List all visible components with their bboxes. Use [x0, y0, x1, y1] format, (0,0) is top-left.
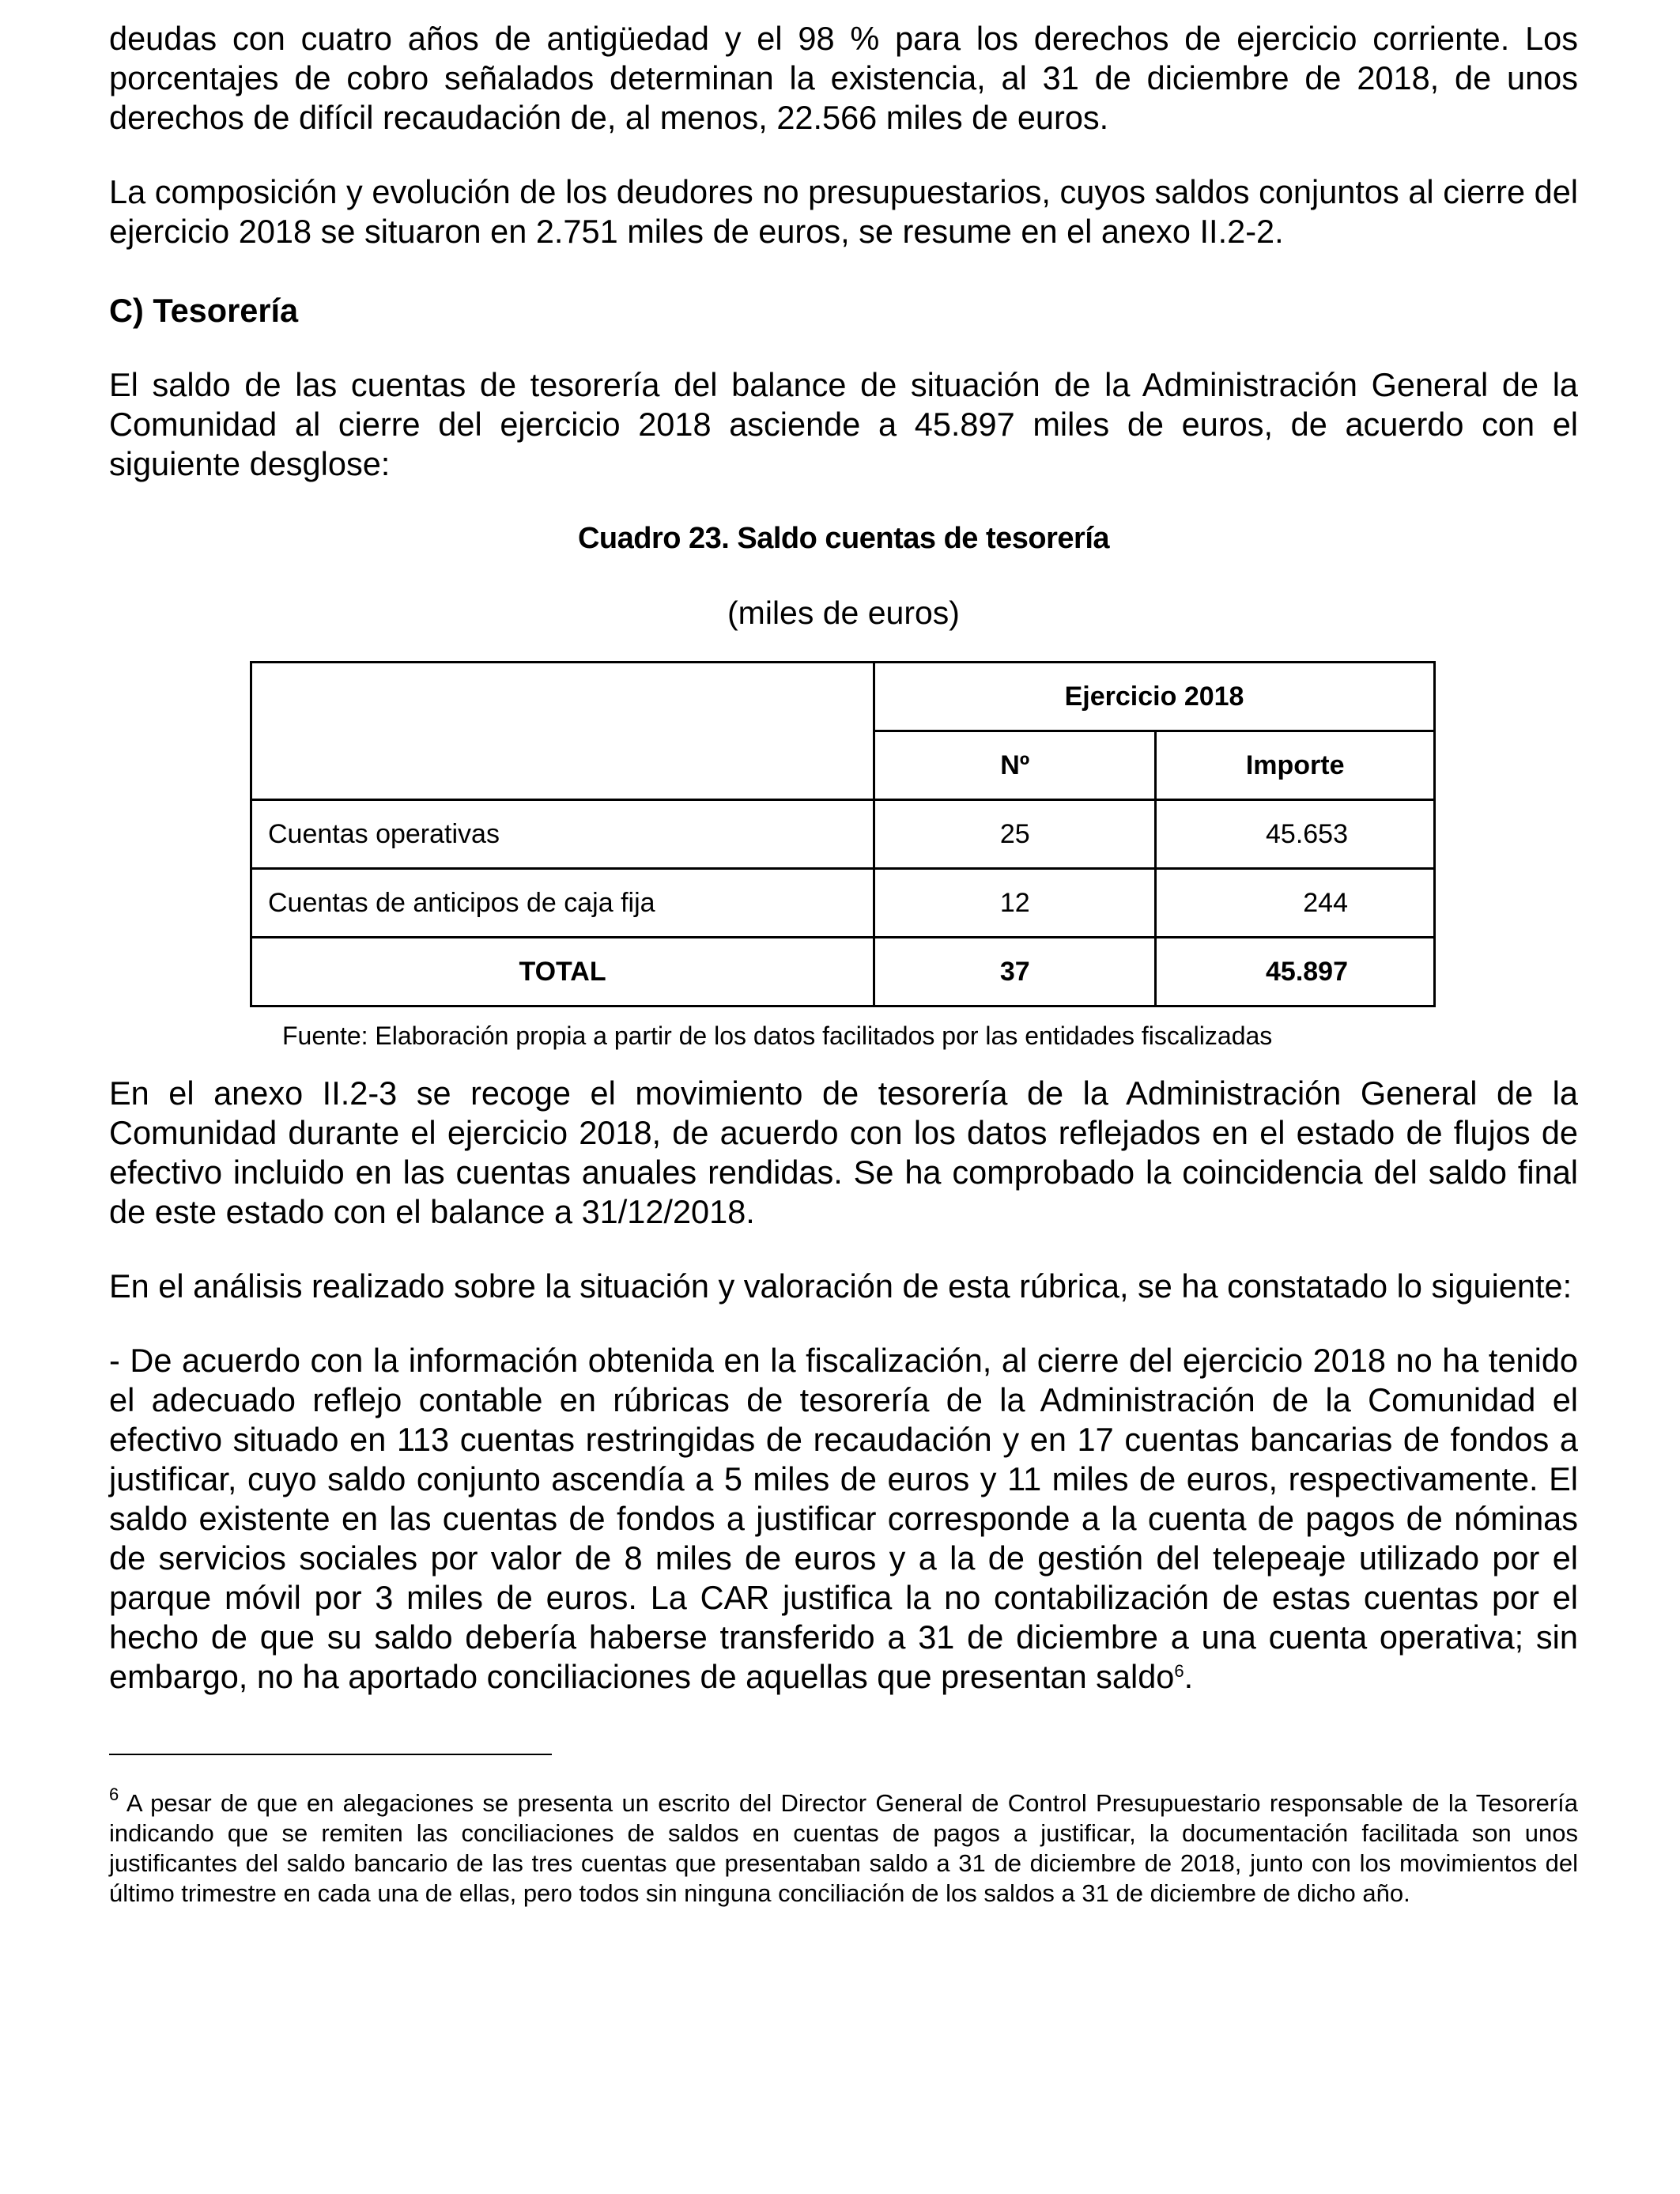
table-total-row: [251, 938, 1435, 1006]
footnote-text: A pesar de que en alegaciones se presenta un escrito del Director General de Control Presupuestario responsable de la Tesorería indicando que se remiten las conciliaciones de saldos en cuentas de pagos a justificar, la documentación facilitada son unos justificantes del saldo bancario de las tres cuentas que presentaban saldo a 31 de diciembre de 2018, junto con los movimientos del último trimestre en cada una de ellas, pero todos sin ninguna conciliación de los saldos a 31 de diciembre de dicho año.: [109, 1789, 1578, 1907]
table-header-empty-cell: [251, 663, 874, 800]
table-header-n: Nº: [874, 731, 1156, 800]
table-header-importe: Importe: [1156, 731, 1435, 800]
table-cell-importe: 244: [1156, 869, 1435, 938]
table-total-importe: 45.897: [1156, 938, 1435, 1006]
footnote-number: 6: [109, 1784, 119, 1804]
table-row: [251, 800, 1435, 869]
table-header-ejercicio: Ejercicio 2018: [874, 663, 1435, 731]
table-row: [251, 869, 1435, 938]
table-source-note: Fuente: Elaboración propia a partir de los datos facilitados por las entidades fiscalizadas: [282, 1021, 1273, 1050]
section-heading-tesoreria: C) Tesorería: [109, 292, 299, 329]
table-cell-label: Cuentas operativas: [251, 800, 874, 869]
paragraph-end-punctuation: .: [1184, 1658, 1194, 1695]
table-cell-n: 25: [874, 800, 1156, 869]
table-header-row-group: [251, 663, 1435, 731]
paragraph-annex-movement: En el anexo II.2-3 se recoge el movimiento de tesorería de la Administración General de la Comunidad durante el ejercicio 2018, de acuerdo con los datos reflejados en el estado de flujos de efectivo incluido en las cuentas anuales rendidas. Se ha comprobado la coincidencia del saldo final de este estado con el balance a 31/12/2018.: [109, 1074, 1578, 1230]
table-cell-label: Cuentas de anticipos de caja fija: [251, 869, 874, 938]
table-cell-importe: 45.653: [1156, 800, 1435, 869]
document-page: [109, 19, 1578, 1909]
paragraph-restricted-accounts: [109, 1341, 1578, 1697]
paragraph-non-budget-debtors: La composición y evolución de los deudores no presupuestarios, cuyos saldos conjuntos al cierre del ejercicio 2018 se situaron en 2.751 miles de euros, se resume en el anexo II.2-2.: [109, 173, 1578, 250]
footnote: [109, 1784, 1578, 1909]
paragraph-analysis-intro: En el análisis realizado sobre la situación y valoración de esta rúbrica, se ha constatado lo siguiente:: [109, 1267, 1572, 1305]
paragraph-treasury-balance: El saldo de las cuentas de tesorería del balance de situación de la Administración General de la Comunidad al cierre del ejercicio 2018 asciende a 45.897 miles de euros, de acuerdo con el siguiente desglose:: [109, 366, 1578, 482]
treasury-table: [250, 661, 1436, 1007]
table-total-label: TOTAL: [251, 938, 874, 1006]
footnote-reference: 6: [1174, 1661, 1184, 1681]
paragraph-restricted-accounts-text: - De acuerdo con la información obtenida en la fiscalización, al cierre del ejercicio 2018 no ha tenido el adecuado reflejo contable en rúbricas de tesorería de la Administración de la Comunidad el efectivo situado en 113 cuentas restringidas de recaudación y en 17 cuentas bancarias de fondos a justificar, cuyo saldo conjunto ascendía a 5 miles de euros y 11 miles de euros, respectivamente. El saldo existente en las cuentas de fondos a justificar corresponde a la cuenta de pagos de nóminas de servicios sociales por valor de 8 miles de euros y a la de gestión del telepeaje utilizado por el parque móvil por 3 miles de euros. La CAR justifica la no contabilización de estas cuentas por el hecho de que su saldo debería haberse transferido a 31 de diciembre a una cuenta operativa; sin embargo, no ha aportado conciliaciones de aquellas que presentan saldo: [109, 1342, 1578, 1695]
table-total-n: 37: [874, 938, 1156, 1006]
table-unit: (miles de euros): [727, 595, 960, 631]
table-cell-n: 12: [874, 869, 1156, 938]
table-title: Cuadro 23. Saldo cuentas de tesorería: [577, 522, 1110, 555]
paragraph-difficult-collection: deudas con cuatro años de antigüedad y el 98 % para los derechos de ejercicio corriente. Los porcentajes de cobro señalados determinan la existencia, al 31 de diciembre de 2018, de unos derechos de difícil recaudación de, al menos, 22.566 miles de euros.: [109, 20, 1578, 136]
